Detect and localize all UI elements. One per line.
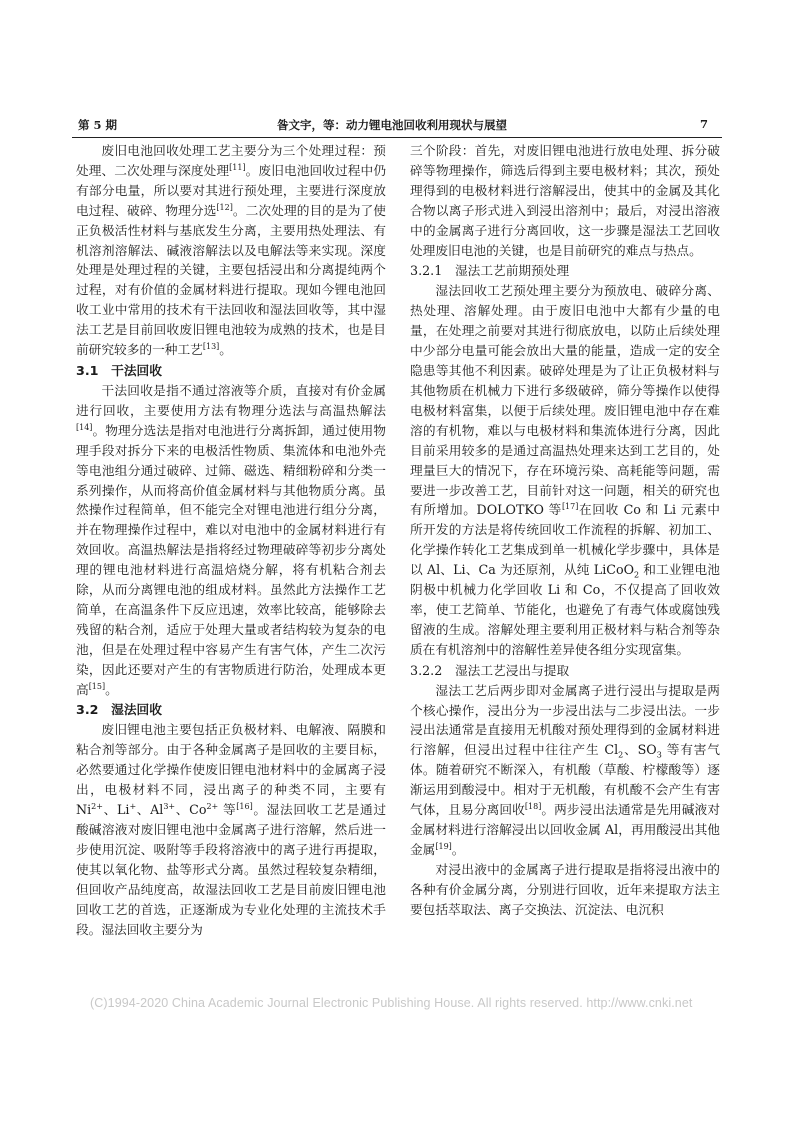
right-column bbox=[410, 141, 720, 920]
section-heading-3-1: 3.1 干法回收 bbox=[76, 362, 162, 378]
citation[interactable]: [14] bbox=[76, 422, 93, 432]
citation[interactable]: [13] bbox=[202, 341, 220, 351]
wet-recovery-paragraph: 废旧锂电池主要包括正负极材料、电解液、隔膜和粘合剂等部分。由于各种金属离子是回收的主要目标，必然要通过化学操作使废旧锂电池材料中的金属离子浸出，电极材料不同，浸出离子的种类不同，主要有 $Ni^{2+}$、Li+、$Al^{3+}$、$Co^{2+}$ 等[16]。湿法回收工艺是通过酸碱溶液对废旧锂电池中金属离子进行溶解，然后进一步使用沉淀、吸附等手段将溶液中的离子进行再提取，使其以氧化物、盐等形式分离。虽然过程较复杂精细，但回收产品纯度高，故湿法回收工艺是目前废旧锂电池回收工艺的首选，正逐渐成为专业化处理的主流技术手段。湿法回收主要分为 bbox=[76, 722, 387, 937]
citation[interactable]: [17] bbox=[561, 502, 579, 512]
running-header bbox=[72, 117, 712, 137]
leaching-paragraph: 湿法工艺后两步即对金属离子进行浸出与提取是两个核心操作，浸出分为一步浸出法与二步浸出法。一步浸出法通常是直接用无机酸对预处理得到的金属材料进行溶解，但浸出过程中往往产生 $Cl_2$、$SO_3$ 等有害气体。随着研究不断深入，有机酸（草酸、柠檬酸等）逐渐运用到酸浸中。相对于无机酸，有机酸不会产生有害气体，且易分离回收[18]。两步浸出法通常是先用碱液对金属材料进行溶解浸出以回收金属 Al，再用酸浸出其他金属[19]。 bbox=[410, 682, 721, 857]
dry-recovery-paragraph: 干法回收是指不通过溶液等介质，直接对有价金属进行回收，主要使用方法有物理分选法与高温热解法[14]。物理分选法是指对电池进行分离拆卸，通过使用物理手段对拆分下来的电极活性物质、集流体和电池外壳等电池组分通过破碎、过筛、磁选、精细粉碎和分类一系列操作，从而将高价值金属材料与其他物质分离。虽然操作过程简单，但不能完全对锂电池进行组分分离，并在物理操作过程中，难以对电池中的金属材料进行有效回收。高温热解法是指将经过物理破碎等初步分离处理的锂电池材料进行高温焙烧分解，将有机粘合剂去除，从而分离锂电池的组成材料。虽然此方法操作工艺简单，在高温条件下反应迅速，效率比较高，能够除去残留的粘合剂，适应于处理大量或者结构较为复杂的电池，但是在处理过程中容易产生有害气体，产生二次污染，因此还要对产生的有害物质进行防治，处理成本更高[15]。 bbox=[76, 382, 386, 697]
page-number: 7 bbox=[699, 117, 708, 131]
extraction-paragraph: 对浸出液中的金属离子进行提取是指将浸出液中的各种有价金属分离，分别进行回收，近年来提取方法主要包括萃取法、离子交换法、沉淀法、电沉积 bbox=[410, 861, 720, 917]
citation[interactable]: [12] bbox=[216, 202, 233, 212]
continued-paragraph: 三个阶段：首先，对废旧锂电池进行放电处理、拆分破碎等物理操作，筛选后得到主要电极材料；其次，预处理得到的电极材料进行溶解浸出，使其中的金属及其化合物以离子形式进入到浸出溶剂中；最后，对浸出溶液中的金属离子进行分离回收，这一步骤是湿法工艺回收处理废旧电池的关键，也是目前研究的难点与热点。 bbox=[410, 143, 720, 258]
citation[interactable]: [18] bbox=[524, 801, 542, 811]
subsection-heading-3-2-2: 3.2.2 湿法工艺浸出与提取 bbox=[410, 662, 570, 678]
citation[interactable]: [15] bbox=[88, 681, 106, 691]
article-title: 昝文宇，等：动力锂电池回收利用现状与展望 bbox=[277, 118, 507, 132]
section-heading-3-2: 3.2 湿法回收 bbox=[76, 702, 162, 718]
issue-number: 第 5 期 bbox=[78, 118, 118, 132]
header-rule bbox=[72, 137, 722, 138]
left-column bbox=[76, 141, 386, 939]
citation[interactable]: [11] bbox=[229, 162, 246, 172]
subsection-heading-3-2-1: 3.2.1 湿法工艺前期预处理 bbox=[410, 263, 570, 279]
copyright-watermark: (C)1994-2020 China Academic Journal Electronic Publishing House. All rights reserved. http://www.cnki.net bbox=[90, 996, 693, 1010]
citation[interactable]: [16] bbox=[236, 801, 253, 811]
intro-paragraph: 废旧电池回收处理工艺主要分为三个处理过程：预处理、二次处理与深度处理[11]。废旧电池回收过程中仍有部分电量，所以要对其进行预处理，主要进行深度放电过程、破碎、物理分选[12]。二次处理的目的是为了使正负极活性材料与基底发生分离，主要用热处理法、有机溶剂溶解法、碱液溶解法以及电解法等来实现。深度处理是处理过程的关键，主要包括浸出和分离提纯两个过程，对有价值的金属材料进行提取。现如今锂电池回收工业中常用的技术有干法回收和湿法回收等，其中湿法工艺是目前回收废旧锂电池较为成熟的技术，也是目前研究较多的一种工艺[13]。 bbox=[76, 143, 387, 358]
pretreatment-paragraph: 湿法回收工艺预处理主要分为预放电、破碎分离、热处理、溶解处理。由于废旧电池中大都有少量的电量，在处理之前要对其进行彻底放电，以防止后续处理中少部分电量可能会放出大量的能量，造成一定的安全隐患等其他不利因素。破碎处理是为了让正负极材料与其他物质在机械力下进行多级破碎，筛分等操作以使得电极材料富集，以便于后续处理。废旧锂电池中存在难溶的有机物，难以与电极材料和集流体进行分离，因此目前采用较多的是通过高温热处理来达到工艺目的，处理量巨大的情况下，存在环境污染、高耗能等问题，需要进一步改善工艺，目前针对这一问题，相关的研究也有所增加。DOLOTKO 等[17]在回收 Co 和 Li 元素中所开发的方法是将传统回收工作流程的拆解、初加工、化学操作转化工艺集成到单一机械化学步骤中，具体是以 Al、Li、Ca 为还原剂，从纯 LiCoO$_2$ 和工业锂电池阴极中机械力化学回收 Li 和 Co，不仅提高了回收效率，使工艺简单、节能化，也避免了有毒气体或腐蚀残留液的生成。溶解处理主要利用正极材料与粘合剂等杂质在有机溶剂中的溶解性差异使各组分实现富集。 bbox=[410, 283, 720, 657]
citation[interactable]: [19] bbox=[435, 841, 452, 851]
